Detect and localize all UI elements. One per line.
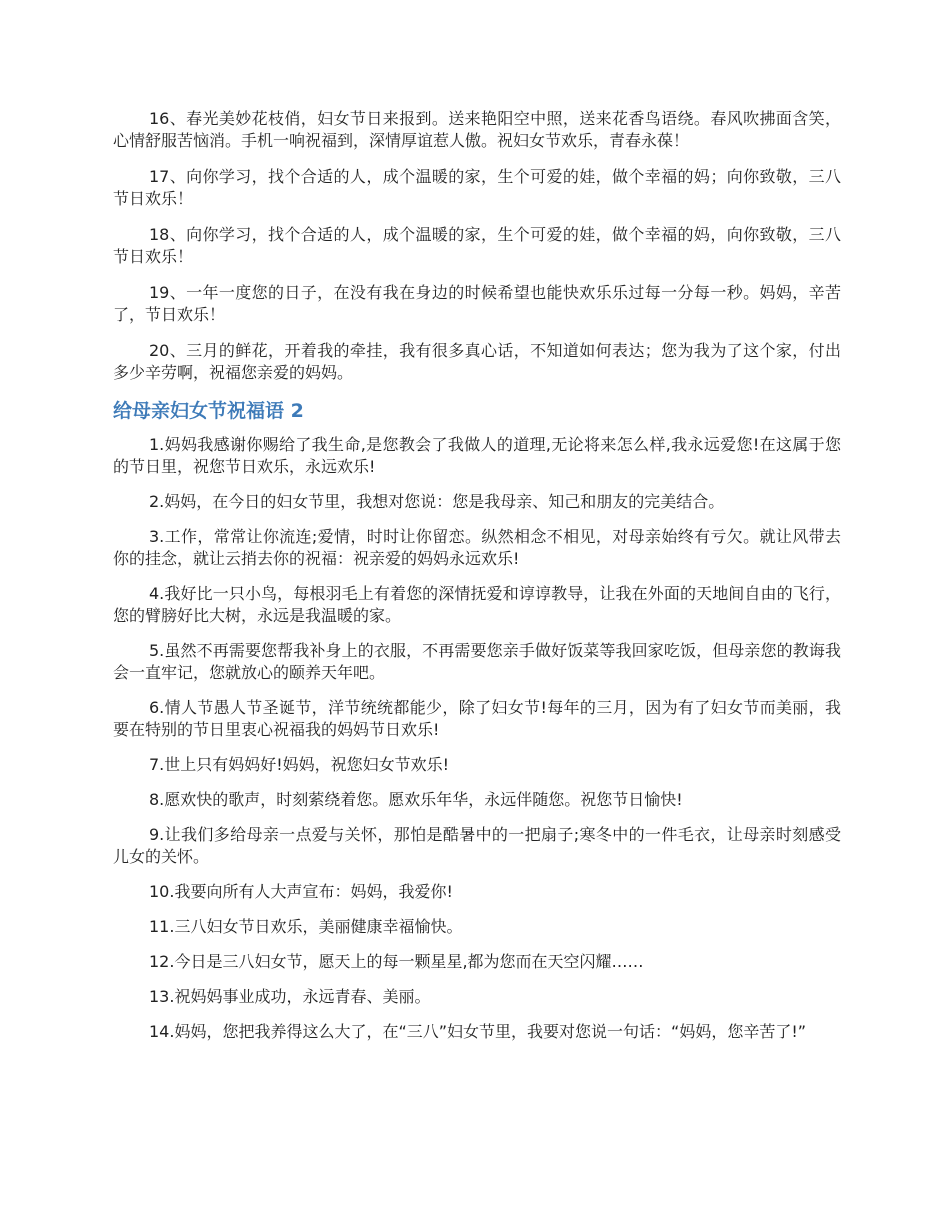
paragraph-20: 20、三月的鲜花，开着我的牵挂，我有很多真心话，不知道如何表达；您为我为了这个家，付出多少辛劳啊，祝福您亲爱的妈妈。 xyxy=(113,341,841,382)
paragraph-17: 17、向你学习，找个合适的人，成个温暖的家，生个可爱的娃，做个幸福的妈；向你致敬，三八节日欢乐！ xyxy=(113,167,841,208)
document-page xyxy=(113,108,841,1056)
wish-1: 1.妈妈我感谢你赐给了我生命,是您教会了我做人的道理,无论将来怎么样,我永远爱您!在这属于您的节日里，祝您节日欢乐，永远欢乐! xyxy=(113,435,841,476)
wish-13: 13.祝妈妈事业成功，永远青春、美丽。 xyxy=(149,987,431,1006)
wish-12: 12.今日是三八妇女节，愿天上的每一颗星星,都为您而在天空闪耀…… xyxy=(149,952,644,971)
wish-2: 2.妈妈，在今日的妇女节里，我想对您说：您是我母亲、知己和朋友的完美结合。 xyxy=(149,492,725,511)
wish-10: 10.我要向所有人大声宣布：妈妈，我爱你! xyxy=(149,882,453,901)
wish-4: 4.我好比一只小鸟，每根羽毛上有着您的深情抚爱和谆谆教导，让我在外面的天地间自由的飞行，您的臂膀好比大树，永远是我温暖的家。 xyxy=(113,584,841,625)
wish-6: 6.情人节愚人节圣诞节，洋节统统都能少，除了妇女节!每年的三月，因为有了妇女节而美丽，我要在特别的节日里衷心祝福我的妈妈节日欢乐! xyxy=(113,698,841,739)
section-2 xyxy=(113,434,841,1043)
section-1 xyxy=(113,108,841,384)
paragraph-18: 18、向你学习，找个合适的人，成个温暖的家，生个可爱的娃，做个幸福的妈，向你致敬，三八节日欢乐！ xyxy=(113,225,841,266)
wish-5: 5.虽然不再需要您帮我补身上的衣服，不再需要您亲手做好饭菜等我回家吃饭，但母亲您的教诲我会一直牢记，您就放心的颐养天年吧。 xyxy=(113,641,841,682)
wish-3: 3.工作，常常让你流连;爱情，时时让你留恋。纵然相念不相见，对母亲始终有亏欠。就让风带去你的挂念，就让云捎去你的祝福：祝亲爱的妈妈永远欢乐! xyxy=(113,527,841,568)
section-heading: 给母亲妇女节祝福语 2 xyxy=(113,400,304,422)
paragraph-19: 19、一年一度您的日子，在没有我在身边的时候希望也能快欢乐乐过每一分每一秒。妈妈，辛苦了，节日欢乐！ xyxy=(113,283,841,324)
wish-11: 11.三八妇女节日欢乐，美丽健康幸福愉快。 xyxy=(149,917,463,936)
wish-7: 7.世上只有妈妈好!妈妈，祝您妇女节欢乐! xyxy=(149,755,450,774)
wish-14: 14.妈妈，您把我养得这么大了，在“三八”妇女节里，我要对您说一句话：“妈妈，您辛苦了!” xyxy=(149,1022,807,1041)
wish-9: 9.让我们多给母亲一点爱与关怀，那怕是酷暑中的一把扇子;寒冬中的一件毛衣，让母亲时刻感受儿女的关怀。 xyxy=(113,825,841,866)
wish-8: 8.愿欢快的歌声，时刻萦绕着您。愿欢乐年华，永远伴随您。祝您节日愉快! xyxy=(149,790,683,809)
paragraph-16: 16、春光美妙花枝俏，妇女节日来报到。送来艳阳空中照，送来花香鸟语绕。春风吹拂面含笑，心情舒服苦恼消。手机一响祝福到，深情厚谊惹人傲。祝妇女节欢乐，青春永葆！ xyxy=(113,109,841,150)
